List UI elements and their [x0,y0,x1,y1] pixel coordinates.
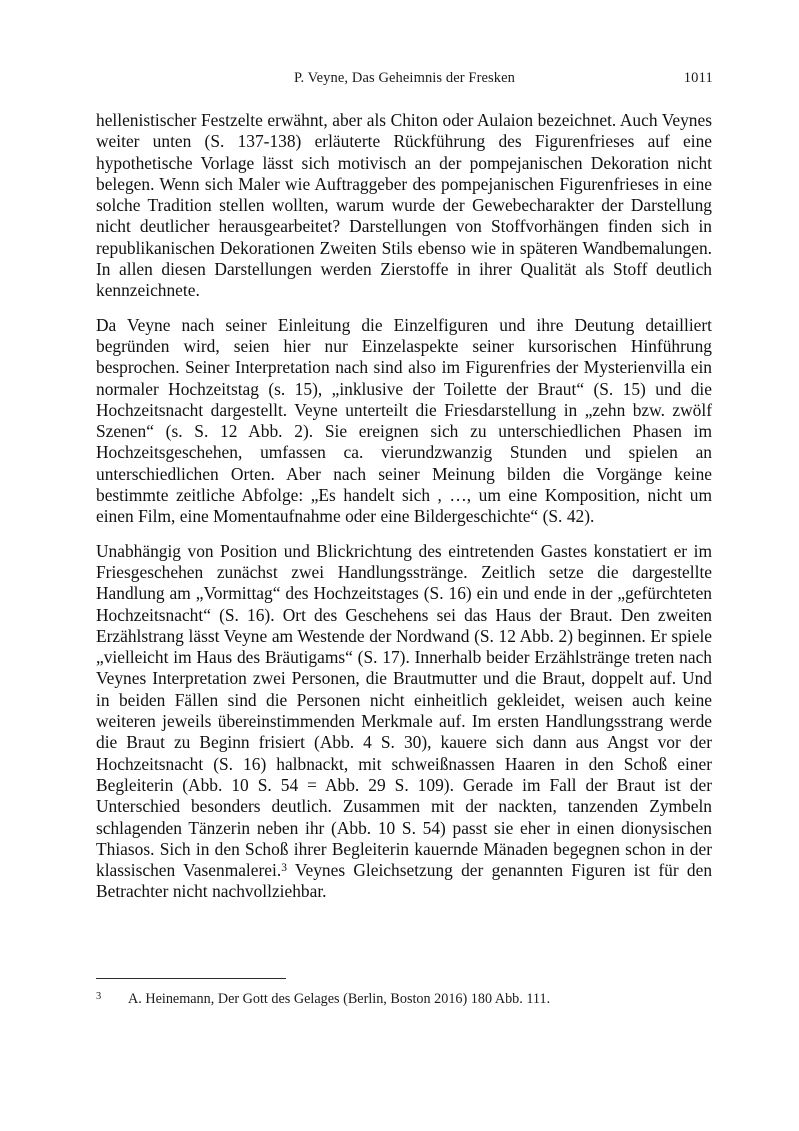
footnote-text: A. Heinemann, Der Gott des Gelages (Berlin, Boston 2016) 180 Abb. 111. [128,991,551,1007]
paragraph-text-before-footnote: Unabhängig von Position und Blickrichtung des eintretenden Gastes konstatiert er im Friesgeschehen zunächst zwei Handlungsstränge. Zeitlich setze die dargestellte Handlung am „Vormittag“ des Hochzeitstages (S. 16) ein und ende in der „gefürchteten Hochzeitsnacht“ (S. 16). Ort des Geschehens sei das Haus der Braut. Den zweiten Erzählstrang lässt Veyne am Westende der Nordwand (S. 12 Abb. 2) beginnen. Er spiele „vielleicht im Haus des Bräutigams“ (S. 17). Innerhalb beider Erzählstränge treten nach Veynes Interpretation zwei Personen, die Brautmutter und die Braut, doppelt auf. Und in beiden Fällen sind die Personen nicht einheitlich gekleidet, weisen auch keine weiteren jeweils übereinstimmenden Merkmale auf. Im ersten Handlungsstrang werde die Braut zu Beginn frisiert (Abb. 4 S. 30), kauere sich dann aus Angst vor der Hochzeitsnacht (S. 16) halbnackt, mit schweißnassen Haaren in den Schoß einer Begleiterin (Abb. 10 S. 54 = Abb. 29 S. 109). Gerade im Fall der Braut ist der Unterschied besonders deutlich. Zusammen mit der nackten, tanzenden Zymbeln schlagenden Tänzerin neben ihr (Abb. 10 S. 54) passt sie eher in einen dionysischen Thiasos. Sich in den Schoß ihrer Begleiterin kauernde Mänaden begegnen schon in der klassischen Vasenmalerei. [96,540,712,881]
paragraph: hellenistischer Festzelte erwähnt, aber als Chiton oder Aulaion bezeichnet. Auch Veynes weiter unten (S. 137-138) erläuterte Rückführung des Figurenfrieses auf eine hypothetische Vorlage lässt sich motivisch an der pompejanischen Dekoration nicht belegen. Wenn sich Maler wie Auftraggeber des pompejanischen Figurenfrieses in eine solche Tradition stellen wollten, warum wurde der Gewebecharakter der Darstellung nicht deutlicher herausgearbeitet? Darstellungen von Stoffvorhängen finden sich in republikanischen Dekorationen Zweiten Stils ebenso wie in späteren Wandbemalungen. In allen diesen Darstellungen werden Zierstoffe in ihrer Qualität als Stoff deutlich kennzeichnete. [96,110,712,301]
footnote-number: 3 [96,991,102,1002]
page-number: 1011 [683,70,713,86]
footnote-entry [96,990,712,1008]
paragraph-with-footnote [96,541,712,903]
running-head [96,70,713,90]
paragraph-text-after-footnote: Veynes Gleichsetzung der genannten Figuren ist für den Betrachter nicht nachvollziehbar. [96,860,713,902]
footnote-separator-rule [96,978,286,979]
running-head-title: P. Veyne, Das Geheimnis der Fresken [293,70,516,86]
footnote-apparatus [96,978,712,1008]
body-text-column [96,110,712,903]
footnote-reference-marker[interactable]: 3 [281,861,287,874]
paragraph: Da Veyne nach seiner Einleitung die Einzelfiguren und ihre Deutung detailliert begründen wird, seien hier nur Einzelaspekte seiner kursorischen Hinführung besprochen. Seiner Interpretation nach sind also im Figurenfries der Mysterienvilla ein normaler Hochzeitstag (s. 15), „inklusive der Toilette der Braut“ (S. 15) und die Hochzeitsnacht dargestellt. Veyne unterteilt die Friesdarstellung in „zehn bzw. zwölf Szenen“ (s. S. 12 Abb. 2). Sie ereignen sich zu unterschiedlichen Phasen im Hochzeitsgeschehen, umfassen ca. vierundzwanzig Stunden und spielen an unterschiedlichen Orten. Aber nach seiner Meinung bilden die Vorgänge keine bestimmte zeitliche Abfolge: „Es handelt sich , …, um eine Komposition, nicht um einen Film, eine Momentaufnahme oder eine Bildergeschichte“ (S. 42). [96,314,712,527]
